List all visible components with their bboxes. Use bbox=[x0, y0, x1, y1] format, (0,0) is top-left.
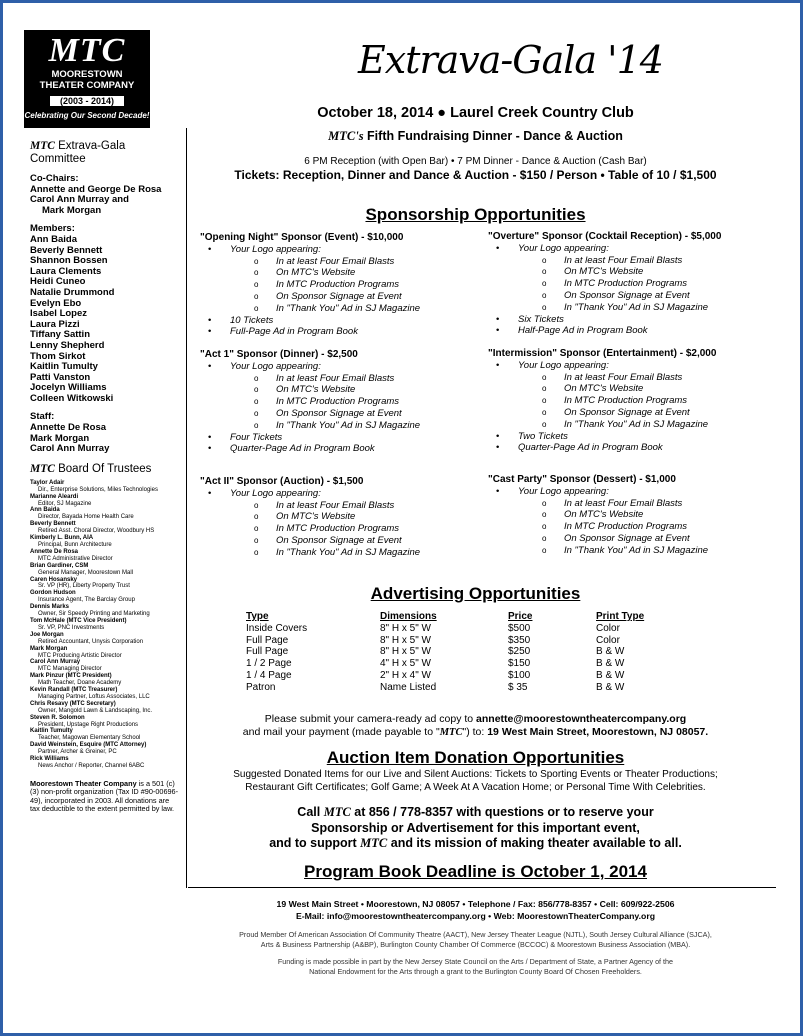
ad-cell: Name Listed bbox=[380, 681, 437, 693]
ad-cell: $500 bbox=[508, 622, 531, 634]
cochairs-list bbox=[30, 185, 180, 217]
sponsor-benefit: o In "Thank You" Ad in SJ Magazine bbox=[200, 303, 470, 315]
trustee-role: Teacher, Magowan Elementary School bbox=[38, 735, 141, 742]
member-name: Laura Pizzi bbox=[30, 318, 80, 330]
sponsor-logo-label: • Your Logo appearing: bbox=[488, 243, 758, 255]
event-subtitle: MTC's Fifth Fundraising Dinner - Dance & Auction bbox=[328, 129, 623, 143]
logo-years: (2003 - 2014) bbox=[50, 96, 124, 106]
ad-column-header: Print Type bbox=[596, 611, 645, 622]
trustee-role: Sr. VP, PNC Investments bbox=[38, 624, 105, 631]
sponsor-benefit: o On MTC's Website bbox=[488, 266, 758, 278]
sponsor-title: "Act 1" Sponsor (Dinner) - $2,500 bbox=[200, 349, 358, 360]
trustee-role: Managing Partner, Loftus Associates, LLC bbox=[38, 693, 150, 700]
ad-column-header: Price bbox=[508, 611, 533, 622]
sponsor-benefit: o In at least Four Email Blasts bbox=[488, 372, 758, 384]
member-name: Jocelyn Williams bbox=[30, 382, 107, 394]
footer-contact: 19 West Main Street • Moorestown, NJ 08057 • Telephone / Fax: 856/778-8357 • Cell: 609/922-2506 E-Mail: info@moorestowntheatercompany.org • Web: MoorestownTheaterCompany.org bbox=[276, 899, 675, 921]
ad-row bbox=[246, 635, 676, 647]
sponsor-benefit: o In MTC Production Programs bbox=[488, 395, 758, 407]
nonprofit-note: Moorestown Theater Company is a 501 (c)(3) non-profit organization (Tax ID #90-00696-49), incorporated in 2003. All donations are tax deductible to the extent permitted by law. bbox=[30, 778, 179, 814]
trustee-role: Math Teacher, Doane Academy bbox=[38, 680, 122, 687]
ad-cell: $150 bbox=[508, 658, 531, 670]
auction-items: Suggested Donated Items for our Live and Silent Auctions: Tickets to Sporting Events or Theater Productions; Restaurant Gift Certificates; Golf Game; A Week At A Vacation Home; or Personal Time With Celebrities. bbox=[233, 769, 718, 793]
trustee-role: MTC Administrative Director bbox=[38, 555, 113, 562]
trustee-role: Retired Asst. Choral Director, Woodbury HS bbox=[38, 528, 155, 535]
trustee-name: Marianne Aleardi bbox=[30, 493, 79, 500]
sponsor-benefit: o In MTC Production Programs bbox=[488, 521, 758, 533]
ad-cell: B & W bbox=[596, 669, 625, 681]
ad-cell: B & W bbox=[596, 646, 625, 658]
sponsor-benefit: o On MTC's Website bbox=[488, 509, 758, 521]
sidebar-divider bbox=[186, 128, 187, 888]
deadline: Program Book Deadline is October 1, 2014 bbox=[304, 862, 647, 881]
ad-cell: $350 bbox=[508, 634, 531, 646]
sponsor-title: "Act II" Sponsor (Auction) - $1,500 bbox=[200, 476, 364, 487]
ad-cell: Full Page bbox=[246, 646, 289, 658]
trustee-role: Principal, Bunn Architecture bbox=[38, 542, 112, 548]
trustee-role: News Anchor / Reporter, Channel 6ABC bbox=[38, 763, 145, 769]
trustee-name: David Weinstein, Esquire (MTC Attorney) bbox=[30, 742, 147, 749]
trustee-name: Chris Resavy (MTC Secretary) bbox=[30, 700, 116, 707]
sponsor-extra: • Six Tickets bbox=[488, 314, 758, 326]
event-title: Extrava-Gala '14 bbox=[358, 38, 663, 82]
member-name: Patti Vanston bbox=[30, 371, 91, 383]
trustee-name: Tom McHale (MTC Vice President) bbox=[30, 617, 127, 624]
ad-cell: Patron bbox=[246, 681, 276, 693]
ad-cell: Inside Covers bbox=[246, 622, 308, 634]
advertising-table bbox=[246, 611, 676, 694]
logo-mark: MTC bbox=[48, 32, 126, 69]
sponsor-logo-label: • Your Logo appearing: bbox=[200, 244, 470, 256]
trustee-name: Dennis Marks bbox=[30, 604, 70, 611]
footer-memberships: Proud Member Of American Association Of Community Theatre (AACT), New Jersey Theater League (NJTL), South Jersey Cultural Alliance (SJCA), Arts & Business Partnership (A&BP), Burlington County Chamber Of Commerce (BCCOC) & Moorestown Business Association (MBA). bbox=[239, 930, 712, 949]
sponsor-benefit: o In at least Four Email Blasts bbox=[200, 373, 470, 385]
ad-row bbox=[246, 670, 676, 682]
sponsor-level bbox=[200, 476, 470, 559]
trustee-role: Insurance Agent, The Barclay Group bbox=[38, 597, 135, 604]
ad-cell: Color bbox=[596, 634, 620, 646]
member-name: Natalie Drummond bbox=[30, 286, 115, 298]
member-name: Isabel Lopez bbox=[30, 308, 88, 320]
staff-list bbox=[30, 423, 180, 455]
trustee-name: Caren Hosansky bbox=[30, 576, 78, 583]
sponsor-title: "Cast Party" Sponsor (Dessert) - $1,000 bbox=[488, 474, 676, 485]
trustee-name: Carol Ann Murray bbox=[30, 659, 81, 666]
member-name: Tiffany Sattin bbox=[30, 329, 90, 341]
logo-line2: THEATER COMPANY bbox=[39, 80, 135, 91]
sponsor-level bbox=[200, 232, 470, 338]
staff-name: Annette De Rosa bbox=[30, 422, 107, 434]
member-name: Shannon Bossen bbox=[30, 255, 108, 267]
logo-line1: MOORESTOWN bbox=[51, 69, 123, 80]
members-label: Members: bbox=[30, 223, 75, 235]
trustee-name: Rick Williams bbox=[30, 756, 69, 763]
sponsor-extra: • Quarter-Page Ad in Program Book bbox=[488, 442, 758, 454]
member-name: Heidi Cuneo bbox=[30, 276, 86, 288]
staff-name: Mark Morgan bbox=[30, 432, 90, 444]
trustee-name: Kaitlin Tumulty bbox=[30, 728, 73, 735]
cochair-name: Mark Morgan bbox=[42, 204, 102, 216]
logo-tagline: Celebrating Our Second Decade! bbox=[24, 111, 150, 120]
footer-funding: Funding is made possible in part by the New Jersey State Council on the Arts / Department of State, a Partner Agency of the National Endowment for the Arts through a grant to the Burlington County Board Of Chosen Freeholders. bbox=[277, 957, 674, 976]
sponsor-benefit: o In "Thank You" Ad in SJ Magazine bbox=[200, 547, 470, 559]
schedule-line: 6 PM Reception (with Open Bar) • 7 PM Dinner - Dance & Auction (Cash Bar) bbox=[304, 156, 647, 167]
sponsor-extra: • Half-Page Ad in Program Book bbox=[488, 325, 758, 337]
sponsor-title: "Opening Night" Sponsor (Event) - $10,000 bbox=[200, 232, 404, 243]
staff-label: Staff: bbox=[30, 411, 55, 423]
sponsor-title: "Intermission" Sponsor (Entertainment) - $2,000 bbox=[488, 348, 717, 359]
trustee-role: Sr. VP (HR), Liberty Property Trust bbox=[38, 583, 130, 590]
sponsor-benefit: o In "Thank You" Ad in SJ Magazine bbox=[200, 420, 470, 432]
sponsor-benefit: o In MTC Production Programs bbox=[200, 396, 470, 408]
sponsor-level bbox=[488, 474, 758, 557]
sponsor-logo-label: • Your Logo appearing: bbox=[488, 360, 758, 372]
trustees-list bbox=[30, 480, 180, 770]
trustee-name: Gordon Hudson bbox=[30, 590, 76, 597]
sponsor-benefit: o On MTC's Website bbox=[200, 384, 470, 396]
trustee-role: General Manager, Moorestown Mall bbox=[38, 569, 134, 576]
member-name: Colleen Witkowski bbox=[30, 392, 114, 404]
trustees-title: MTC Board Of Trustees bbox=[30, 462, 152, 475]
sponsor-benefit: o On Sponsor Signage at Event bbox=[200, 291, 470, 303]
cochair-name: Carol Ann Murray and bbox=[30, 194, 129, 206]
auction-heading: Auction Item Donation Opportunities bbox=[326, 748, 625, 767]
sponsor-benefit: o In at least Four Email Blasts bbox=[488, 498, 758, 510]
sponsor-benefit: o In at least Four Email Blasts bbox=[200, 500, 470, 512]
submit-instructions: Please submit your camera-ready ad copy to annette@moorestowntheatercompany.org and mail your payment (made payable to "MTC") to: 19 West Main Street, Moorestown, NJ 08057. bbox=[242, 713, 709, 738]
ad-row bbox=[246, 623, 676, 635]
sponsor-extra: • Full-Page Ad in Program Book bbox=[200, 326, 470, 338]
sponsor-benefit: o In MTC Production Programs bbox=[200, 523, 470, 535]
trustee-role: MTC Producing Artistic Director bbox=[38, 652, 122, 659]
ad-cell: B & W bbox=[596, 658, 625, 670]
sponsorship-heading: Sponsorship Opportunities bbox=[365, 205, 586, 224]
sponsor-title: "Overture" Sponsor (Cocktail Reception) - $5,000 bbox=[488, 231, 722, 242]
trustee-role: Owner, Mangold Lawn & Landscaping, Inc. bbox=[38, 707, 153, 714]
ad-cell: 1 / 2 Page bbox=[246, 658, 292, 670]
tickets-line: Tickets: Reception, Dinner and Dance & Auction - $150 / Person • Table of 10 / $1,500 bbox=[234, 168, 717, 182]
ad-cell: 2" H x 4" W bbox=[380, 669, 431, 681]
cochair-name: Annette and George De Rosa bbox=[30, 183, 162, 195]
member-name: Evelyn Ebo bbox=[30, 297, 82, 309]
advertising-heading: Advertising Opportunities bbox=[370, 584, 581, 603]
sponsor-benefit: o On Sponsor Signage at Event bbox=[488, 290, 758, 302]
ad-column-header: Dimensions bbox=[380, 611, 437, 622]
sponsor-benefit: o In "Thank You" Ad in SJ Magazine bbox=[488, 419, 758, 431]
sponsor-extra: • Four Tickets bbox=[200, 432, 470, 444]
trustee-role: Owner, Sir Speedy Printing and Marketing bbox=[38, 611, 150, 618]
members-list bbox=[30, 235, 180, 405]
sponsor-extra: • Quarter-Page Ad in Program Book bbox=[200, 443, 470, 455]
trustee-role: Partner, Archer & Greiner, PC bbox=[38, 749, 117, 756]
sponsor-benefit: o On MTC's Website bbox=[200, 511, 470, 523]
ad-cell: 4" H x 5" W bbox=[380, 658, 431, 670]
ad-cell: B & W bbox=[596, 681, 625, 693]
trustee-name: Ann Baida bbox=[30, 507, 60, 514]
trustee-name: Taylor Adair bbox=[30, 479, 65, 486]
sponsor-benefit: o In at least Four Email Blasts bbox=[200, 256, 470, 268]
trustee-name: Mark Pinzur (MTC President) bbox=[30, 673, 112, 680]
member-name: Beverly Bennett bbox=[30, 244, 103, 256]
sponsor-benefit: o On Sponsor Signage at Event bbox=[488, 407, 758, 419]
ad-row bbox=[246, 646, 676, 658]
trustee-name: Kimberly L. Bunn, AIA bbox=[30, 535, 94, 542]
ad-cell: 8" H x 5" W bbox=[380, 634, 431, 646]
ad-cell: $250 bbox=[508, 646, 531, 658]
trustee-role: Dir., Enterprise Solutions, Miles Technologies bbox=[38, 486, 158, 493]
sponsor-level bbox=[200, 349, 470, 455]
ad-cell: $100 bbox=[508, 669, 531, 681]
sponsor-logo-label: • Your Logo appearing: bbox=[200, 488, 470, 500]
member-name: Lenny Shepherd bbox=[30, 339, 105, 351]
trustee-role: President, Upstage Right Productions bbox=[38, 721, 139, 728]
member-name: Thom Sirkot bbox=[30, 350, 86, 362]
sponsor-benefit: o On MTC's Website bbox=[488, 383, 758, 395]
footer-divider bbox=[188, 887, 776, 888]
sidebar bbox=[30, 140, 180, 814]
trustee-name: Beverly Bennett bbox=[30, 521, 76, 528]
sponsor-benefit: o In at least Four Email Blasts bbox=[488, 255, 758, 267]
sponsor-benefit: o In "Thank You" Ad in SJ Magazine bbox=[488, 302, 758, 314]
trustee-name: Annette De Rosa bbox=[30, 548, 79, 555]
call-to-action: Call MTC at 856 / 778-8357 with questions or to reserve your Sponsorship or Advertisement for this important event, and to support MTC and its mission of making theater available to all. bbox=[269, 805, 682, 850]
ad-cell: Full Page bbox=[246, 634, 289, 646]
sponsor-level bbox=[488, 231, 758, 337]
staff-name: Carol Ann Murray bbox=[30, 443, 110, 455]
trustee-role: Editor, SJ Magazine bbox=[38, 500, 92, 507]
sponsor-benefit: o On Sponsor Signage at Event bbox=[200, 408, 470, 420]
sponsor-benefit: o In "Thank You" Ad in SJ Magazine bbox=[488, 545, 758, 557]
ad-cell: $ 35 bbox=[508, 681, 528, 693]
trustee-name: Steven R. Solomon bbox=[30, 714, 85, 721]
trustee-role: Director, Bayada Home Health Care bbox=[38, 514, 134, 521]
member-name: Laura Clements bbox=[30, 265, 102, 277]
sponsor-benefit: o On Sponsor Signage at Event bbox=[200, 535, 470, 547]
sponsor-logo-label: • Your Logo appearing: bbox=[200, 361, 470, 373]
trustee-role: MTC Managing Director bbox=[38, 666, 102, 673]
member-name: Kaitlin Tumulty bbox=[30, 361, 98, 373]
sponsor-logo-label: • Your Logo appearing: bbox=[488, 486, 758, 498]
sponsor-benefit: o In MTC Production Programs bbox=[200, 279, 470, 291]
ad-cell: Color bbox=[596, 622, 620, 634]
sponsor-extra: • 10 Tickets bbox=[200, 315, 470, 327]
trustee-name: Joe Morgan bbox=[30, 631, 64, 638]
date-line: October 18, 2014 ● Laurel Creek Country Club bbox=[317, 105, 634, 121]
sponsor-level bbox=[488, 348, 758, 454]
ad-column-header: Type bbox=[246, 611, 269, 622]
sponsor-benefit: o On Sponsor Signage at Event bbox=[488, 533, 758, 545]
member-name: Ann Baida bbox=[30, 233, 77, 245]
ad-row bbox=[246, 682, 676, 694]
trustee-role: Retired Accountant, Unysis Corporation bbox=[38, 638, 144, 645]
sponsor-benefit: o In MTC Production Programs bbox=[488, 278, 758, 290]
sponsor-benefit: o On MTC's Website bbox=[200, 267, 470, 279]
sponsor-extra: • Two Tickets bbox=[488, 431, 758, 443]
ad-cell: 8" H x 5" W bbox=[380, 646, 431, 658]
ad-row bbox=[246, 658, 676, 670]
ad-cell: 1 / 4 Page bbox=[246, 669, 292, 681]
cochairs-label: Co-Chairs: bbox=[30, 173, 79, 184]
mtc-logo bbox=[24, 30, 150, 128]
ad-cell: 8" H x 5" W bbox=[380, 622, 431, 634]
trustee-name: Mark Morgan bbox=[30, 645, 68, 652]
committee-title: MTC Extrava-Gala Committee bbox=[30, 140, 126, 165]
trustee-name: Kevin Randall (MTC Treasurer) bbox=[30, 687, 118, 694]
trustee-name: Brian Gardiner, CSM bbox=[30, 562, 89, 569]
